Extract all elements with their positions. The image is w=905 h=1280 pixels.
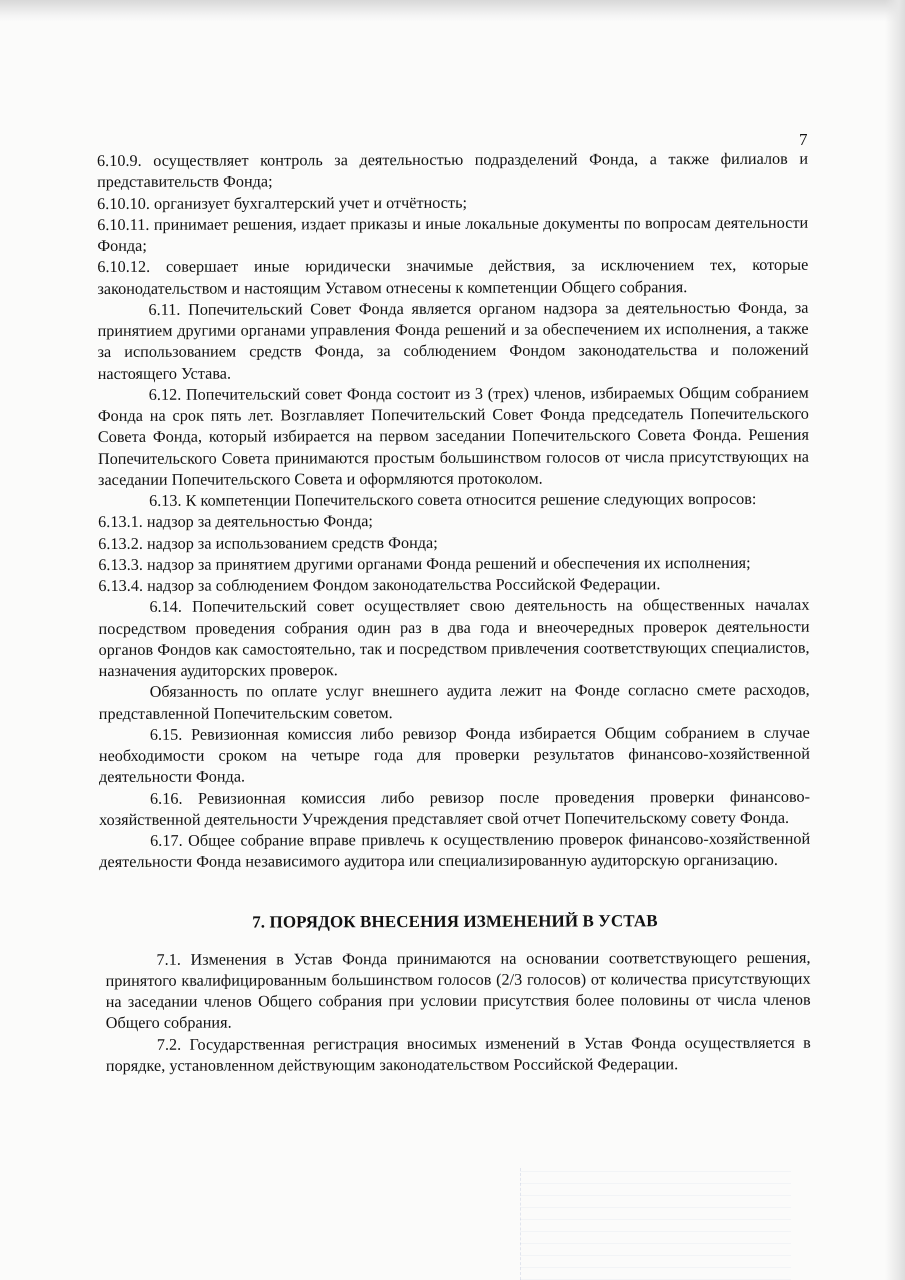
section-heading-7: 7. ПОРЯДОК ВНЕСЕНИЯ ИЗМЕНЕНИЙ В УСТАВ bbox=[252, 910, 658, 932]
paragraph-6-13-1: 6.13.1. надзор за деятельностью Фонда; bbox=[98, 512, 373, 532]
paragraph-6-10-11: 6.10.11. принимает решения, издает приказы и иные локальные документы по вопросам деятельности Фонда; bbox=[97, 213, 809, 255]
paragraph-6-17: 6.17. Общее собрание вправе привлечь к осуществлению проверок финансово-хозяйственной деятельности Фонда независимого аудитора или специализированную аудиторскую организацию. bbox=[99, 829, 811, 872]
paragraph-6-12: 6.12. Попечительский совет Фонда состоит из 3 (трех) членов, избираемых Общим собранием Фонда на срок пять лет. Возглавляет Попечительский Совет Фонда председатель Попечительского Совета Фонда, который избирается на первом заседании Попечительского Совета Фонда. Решения Попечительского Совета принимаются простым большинством голосов от числа присутствующих на заседании Попечительского Совета и оформляются протоколом. bbox=[97, 383, 809, 489]
scan-right-edge bbox=[885, 0, 905, 1280]
paragraph-6-13-4: 6.13.4. надзор за соблюдением Фондом законодательства Российской Федерации. bbox=[98, 575, 661, 595]
paragraph-7-1: 7.1. Изменения в Устав Фонда принимаются на основании соответствующего решения, принятого квалифицированным большинством голосов (2/3 голосов) от количества присутствующих на заседании членов Общего собрания при условии присутствия более половины от числа членов Общего собрания. bbox=[105, 948, 811, 1033]
paragraph-7-2: 7.2. Государственная регистрация вносимых изменений в Устав Фонда осуществляется в порядке, установленном действующим законодательством Российской Федерации. bbox=[105, 1033, 811, 1075]
page-number: 7 bbox=[799, 130, 808, 149]
paragraph-6-10-9: 6.10.9. осуществляет контроль за деятельностью подразделений Фонда, а также филиалов и представительств Фонда; bbox=[97, 149, 809, 192]
paragraph-audit-obligation: Обязанность по оплате услуг внешнего аудита лежит на Фонде согласно смете расходов, представленной Попечительским советом. bbox=[98, 681, 810, 723]
paragraph-6-10-10: 6.10.10. организует бухгалтерский учет и отчётность; bbox=[97, 193, 468, 213]
scan-top-edge bbox=[0, 0, 905, 22]
paragraph-6-15: 6.15. Ревизионная комиссия либо ревизор Фонда избирается Общим собранием в случае необходимости сроком на четыре года для проверки результатов финансово-хозяйственной деятельности Фонда. bbox=[98, 723, 810, 787]
paragraph-6-11: 6.11. Попечительский Совет Фонда является органом надзора за деятельностью Фонда, за принятием другими органами управления Фонда решений и за обеспечением их исполнения, а также за использованием средств Фонда, за соблюдением Фондом законодательства и положений настоящего Устава. bbox=[97, 298, 809, 383]
document-text bbox=[97, 149, 811, 1077]
paragraph-6-13-2: 6.13.2. надзор за использованием средств Фонда; bbox=[98, 533, 438, 553]
section-7-body bbox=[100, 947, 811, 1077]
paragraph-6-13-3: 6.13.3. надзор за принятием другими органами Фонда решений и обеспечения их исполнения; bbox=[98, 553, 751, 574]
paragraph-6-10-12: 6.10.12. совершает иные юридически значимые действия, за исключением тех, которые законодательством и настоящим Уставом отнесены к компетенции Общего собрания. bbox=[97, 256, 809, 298]
paragraph-6-13: 6.13. К компетенции Попечительского совета относится решение следующих вопросов: bbox=[149, 489, 757, 510]
paragraph-6-16: 6.16. Ревизионная комиссия либо ревизор после проведения проверки финансово-хозяйственной деятельности Учреждения представляет свой отчет Попечительскому совету Фонда. bbox=[99, 787, 811, 829]
paragraph-6-14: 6.14. Попечительский совет осуществляет свою деятельность на общественных началах посредством проведения собрания один раз в два года и внеочередных проверок деятельности органов Фондов как самостоятельно, так и посредством привлечения соответствующих специалистов, назначения аудиторских проверок. bbox=[98, 596, 810, 680]
faint-stamp-mark bbox=[520, 1168, 791, 1280]
